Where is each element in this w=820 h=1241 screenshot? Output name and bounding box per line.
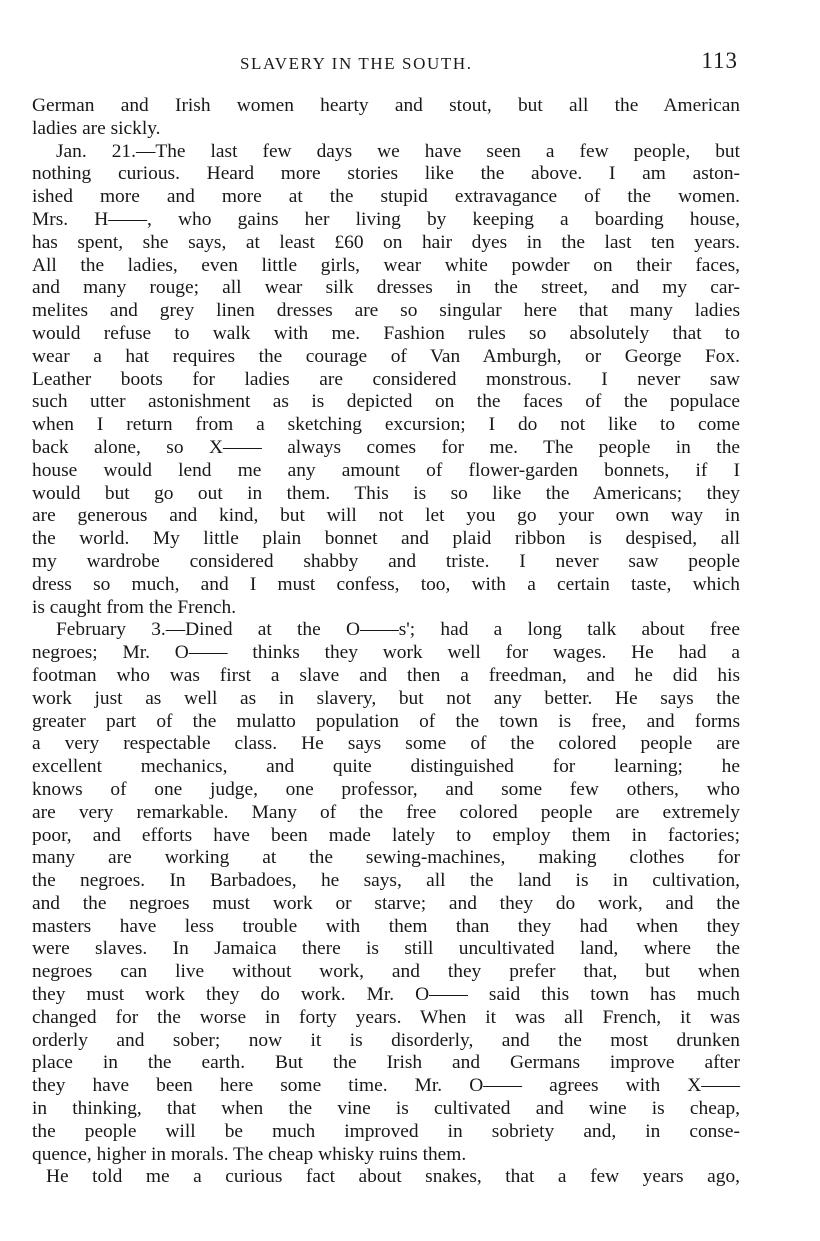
text-line: a very respectable class. He says some of the colored people are [32,733,740,755]
text-line: are very remarkable. Many of the free colored people are extremely [32,801,740,823]
text-line: negroes can live without work, and they prefer that, but when [32,961,740,983]
text-line: footman who was first a slave and then a freedman, and he did his [32,664,740,686]
text-line: knows of one judge, one professor, and some few others, who [32,778,740,800]
text-line: quence, higher in morals. The cheap whisky ruins them. [32,1143,467,1165]
text-line: melites and grey linen dresses are so singular here that many ladies [32,300,740,322]
text-line: ished more and more at the stupid extravagance of the women. [32,186,740,208]
text-line: ladies are sickly. [32,117,161,139]
text-line: the negroes. In Barbadoes, he says, all the land is in cultivation, [32,870,740,892]
running-title: SLAVERY IN THE SOUTH. [240,54,473,73]
text-line: masters have less trouble with them than they had when they [32,915,740,937]
text-line: German and Irish women hearty and stout, but all the American [32,95,740,116]
text-line: negroes; Mr. O—— thinks they work well for wages. He had a [32,642,740,664]
text-line: and the negroes must work or starve; and they do work, and the [32,892,740,914]
text-line: changed for the worse in forty years. When it was all French, it was [32,1006,740,1028]
text-line: excellent mechanics, and quite distinguished for learning; he [32,756,740,778]
text-line: are generous and kind, but will not let you go your own way in [32,505,740,527]
page-number: 113 [701,48,738,73]
text-line: Jan. 21.—The last few days we have seen a few people, but [56,140,740,162]
text-line: when I return from a sketching excursion; I do not like to come [32,414,740,436]
text-line: dress so much, and I must confess, too, with a certain taste, which [32,573,740,595]
text-line: they must work they do work. Mr. O—— said this town has much [32,984,740,1006]
text-line: greater part of the mulatto population of the town is free, and forms [32,710,740,732]
text-line: house would lend me any amount of flower-garden bonnets, if I [32,459,740,481]
text-line: were slaves. In Jamaica there is still uncultivated land, where the [32,938,740,960]
text-line: February 3.—Dined at the O——s'; had a long talk about free [56,619,740,641]
text-line: in thinking, that when the vine is cultivated and wine is cheap, [32,1098,740,1120]
text-line: wear a hat requires the courage of Van Amburgh, or George Fox. [32,345,740,367]
text-line: the people will be much improved in sobriety and, in conse- [32,1120,740,1142]
text-line: work just as well as in slavery, but not any better. He says the [32,687,740,709]
text-line: Leather boots for ladies are considered monstrous. I never saw [32,368,740,390]
text-line: is caught from the French. [32,596,237,618]
body-text [32,95,740,1189]
text-line: All the ladies, even little girls, wear white powder on their faces, [32,254,740,276]
text-line: orderly and sober; now it is disorderly, and the most drunken [32,1029,740,1051]
text-line: nothing curious. Heard more stories like the above. I am aston- [32,163,740,185]
running-head [34,48,746,78]
text-line: poor, and efforts have been made lately to employ them in factories; [32,824,740,846]
text-line: He told me a curious fact about snakes, that a few years ago, [46,1166,740,1188]
text-line: such utter astonishment as is depicted on the faces of the populace [32,391,740,413]
text-line: my wardrobe considered shabby and triste. I never saw people [32,550,740,572]
text-line: the world. My little plain bonnet and plaid ribbon is despised, all [32,528,740,550]
text-line: back alone, so X—— always comes for me. The people in the [32,436,740,458]
text-line: and many rouge; all wear silk dresses in the street, and my car- [32,277,740,299]
text-line: would but go out in them. This is so like the Americans; they [32,482,740,504]
text-line: would refuse to walk with me. Fashion rules so absolutely that to [32,322,740,344]
text-line: has spent, she says, at least £60 on hair dyes in the last ten years. [32,231,740,253]
text-line: many are working at the sewing-machines, making clothes for [32,847,740,869]
text-line: place in the earth. But the Irish and Germans improve after [32,1052,740,1074]
text-line: they have been here some time. Mr. O—— agrees with X—— [32,1075,740,1097]
text-line: Mrs. H——, who gains her living by keeping a boarding house, [32,208,740,230]
